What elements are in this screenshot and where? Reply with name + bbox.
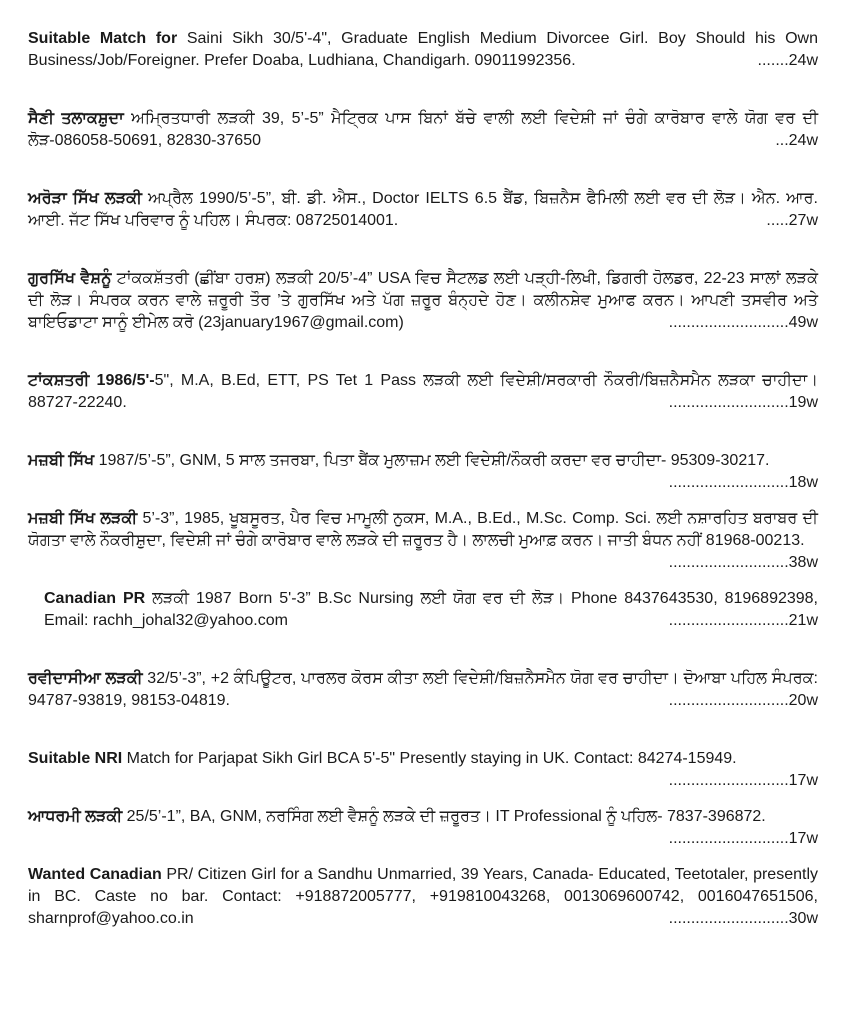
ad-gursikh-vaishnu — [28, 268, 818, 334]
ad-body: 5", M.A, B.Ed, ETT, PS Tet 1 Pass ਲੜਕੀ ਲਈ ਵਿਦੇਸ਼ੀ/ਸਰਕਾਰੀ ਨੌਕਰੀ/ਬਿਜ਼ਨੈਸਮੈਨ ਲੜਕਾ ਚਾਹੀਦਾ। 88727-22240. — [28, 372, 819, 411]
ad-heading: ਅਰੋੜਾ ਸਿੱਖ ਲੜਕੀ — [28, 190, 142, 207]
ad-body: ਟਾਂਕਕਸ਼ੱਤਰੀ (ਛੀਂਬਾ ਹਰਸ਼) ਲੜਕੀ 20/5’-4” USA ਵਿਚ ਸੈਟਲਡ ਲਈ ਪੜ੍ਹੀ-ਲਿਖੀ, ਡਿਗਰੀ ਹੋਲਡਰ, 22-23 ਸਾਲਾਂ ਲੜਕੇ ਦੀ ਲੋੜ। ਸੰਪਰਕ ਕਰਨ ਵਾਲੇ ਜ਼ਰੂਰੀ ਤੌਰ ’ਤੇ ਗੁਰਸਿੱਖ ਅਤੇ ਪੱਗ ਜ਼ਰੂਰ ਬੰਨ੍ਹਦੇ ਹੋਣ। ਕਲੀਨਸ਼ੇਵ ਮੁਆਫ ਕਰਨ। ਆਪਣੀ ਤਸਵੀਰ ਅਤੇ ਬਾਇਓਡਾਟਾ ਸਾਨੂੰ ਈਮੇਲ ਕਰੋ (23january1967@gmail.com) — [28, 270, 818, 331]
ad-code: ...........................20w — [668, 692, 818, 709]
ad-body: ਅਮ੍ਰਿਤਧਾਰੀ ਲੜਕੀ 39, 5’-5” ਮੈਟ੍ਰਿਕ ਪਾਸ ਬਿਨਾਂ ਬੱਚੇ ਵਾਲੀ ਲਈ ਵਿਦੇਸ਼ੀ ਜਾਂ ਚੰਗੇ ਕਾਰੋਬਾਰ ਵਾਲੇ ਯੋਗ ਵਰ ਦੀ ਲੋੜ-086058-50691, 82830-37650 — [28, 110, 819, 149]
ad-heading: ਸੈਣੀ ਤਲਾਕਸ਼ੁਦਾ — [28, 110, 124, 127]
ad-mazbi-sikh-gnm — [28, 450, 818, 491]
ad-heading: ਮਜ਼ਬੀ ਸਿੱਖ — [28, 452, 95, 469]
ad-code: ...........................21w — [668, 612, 818, 629]
ad-adharmi — [28, 806, 818, 847]
ad-body: 25/5’-1”, BA, GNM, ਨਰਸਿੰਗ ਲਈ ਵੈਸ਼ਨੂੰ ਲੜਕੇ ਦੀ ਜ਼ਰੂਰਤ। IT Professional ਨੂੰ ਪਹਿਲ- 7837-396872. — [122, 808, 766, 825]
ad-mazbi-sikh-girl — [28, 508, 818, 571]
ad-code: ...........................17w — [668, 830, 818, 847]
ad-saini-divorcee — [28, 108, 818, 152]
ad-heading: ਰਵੀਦਾਸੀਆ ਲੜਕੀ — [28, 670, 143, 687]
classified-ads-page — [28, 28, 818, 966]
ad-heading: Canadian PR — [44, 590, 146, 607]
ad-code: ...........................38w — [668, 554, 818, 571]
ad-body: 1987/5’-5”, GNM, 5 ਸਾਲ ਤਜਰਬਾ, ਪਿਤਾ ਬੈਂਕ ਮੁਲਾਜ਼ਮ ਲਈ ਵਿਦੇਸ਼ੀ/ਨੌਕਰੀ ਕਰਦਾ ਵਰ ਚਾਹੀਦਾ- 95309-30217. — [94, 452, 770, 469]
ad-arora-sikh — [28, 188, 818, 232]
ad-code: ...24w — [775, 132, 818, 149]
ad-heading: Wanted Canadian — [28, 866, 162, 883]
ad-wanted-canadian — [28, 864, 818, 930]
ad-heading: Suitable NRI — [28, 750, 123, 767]
ad-body: ਅਪ੍ਰੈਲ 1990/5’-5”, ਬੀ. ਡੀ. ਐਸ., Doctor IELTS 6.5 ਬੈਂਡ, ਬਿਜ਼ਨੈਸ ਫੈਮਿਲੀ ਲਈ ਵਰ ਦੀ ਲੋੜ। ਐਨ. ਆਰ. ਆਈ. ਜੱਟ ਸਿੱਖ ਪਰਿਵਾਰ ਨੂੰ ਪਹਿਲ। ਸੰਪਰਕ: 08725014001. — [28, 190, 818, 229]
ad-heading: ਗੁਰਸਿੱਖ ਵੈਸ਼ਨੂੰ — [28, 270, 112, 287]
ad-saini-sikh-match — [28, 28, 818, 72]
ad-code: ...........................18w — [668, 474, 818, 491]
ad-body: ਲੜਕੀ 1987 Born 5'-3” B.Sc Nursing ਲਈ ਯੋਗ ਵਰ ਦੀ ਲੋੜ। Phone 8437643530, 8196892398, Email: rachh_johal32@yahoo.com — [44, 590, 819, 629]
ad-canadian-pr — [28, 588, 818, 632]
ad-tankshatri — [28, 370, 818, 414]
ad-code: ...........................30w — [668, 910, 818, 927]
ad-code: .......24w — [757, 52, 818, 69]
ad-body: Match for Parjapat Sikh Girl BCA 5'-5" Presently staying in UK. Contact: 84274-15949. — [122, 750, 737, 767]
ad-heading: Suitable Match for — [28, 30, 178, 47]
ad-code: ...........................17w — [668, 772, 818, 789]
ad-heading: ਆਧਰਮੀ ਲੜਕੀ — [28, 808, 123, 825]
ad-body: Saini Sikh 30/5'-4", Graduate English Medium Divorcee Girl. Boy Should his Own Business/Job/Foreigner. Prefer Doaba, Ludhiana, Chandigarh. 09011992356. — [28, 30, 818, 69]
ad-code: .....27w — [766, 212, 818, 229]
ad-heading: ਟਾਂਕਸ਼ਤਰੀ 1986/5'- — [28, 372, 155, 389]
ad-code: ...........................49w — [668, 314, 818, 331]
ad-ravidasia — [28, 668, 818, 712]
ad-suitable-nri — [28, 748, 818, 789]
ad-body: 5’-3”, 1985, ਖੂਬਸੂਰਤ, ਪੈਰ ਵਿਚ ਮਾਮੂਲੀ ਨੁਕਸ, M.A., B.Ed., M.Sc. Comp. Sci. ਲਈ ਨਸ਼ਾਰਹਿਤ ਬਰਾਬਰ ਦੀ ਯੋਗਤਾ ਵਾਲੇ ਨੌਕਰੀਸ਼ੁਦਾ, ਵਿਦੇਸ਼ੀ ਜਾਂ ਚੰਗੇ ਕਾਰੋਬਾਰ ਵਾਲੇ ਲੜਕੇ ਦੀ ਜ਼ਰੂਰਤ ਹੈ। ਲਾਲਚੀ ਮੁਆਫ਼ ਕਰਨ। ਜਾਤੀ ਬੰਧਨ ਨਹੀਂ 81968-00213. — [28, 510, 818, 549]
ad-body: PR/ Citizen Girl for a Sandhu Unmarried, 39 Years, Canada- Educated, Teetotaler, presently in BC. Caste no bar. Contact: +918872005777, +919810043268, 0013069600742, 0016047651506, sharnprof@yahoo.co.in — [28, 866, 819, 927]
ad-code: ...........................19w — [668, 394, 818, 411]
ad-heading: ਮਜ਼ਬੀ ਸਿੱਖ ਲੜਕੀ — [28, 510, 138, 527]
ad-body: 32/5’-3”, +2 ਕੰਪਿਊਟਰ, ਪਾਰਲਰ ਕੋਰਸ ਕੀਤਾ ਲਈ ਵਿਦੇਸ਼ੀ/ਬਿਜ਼ਨੈਸਮੈਨ ਯੋਗ ਵਰ ਚਾਹੀਦਾ। ਦੋਆਬਾ ਪਹਿਲ ਸੰਪਰਕ: 94787-93819, 98153-04819. — [28, 670, 818, 709]
